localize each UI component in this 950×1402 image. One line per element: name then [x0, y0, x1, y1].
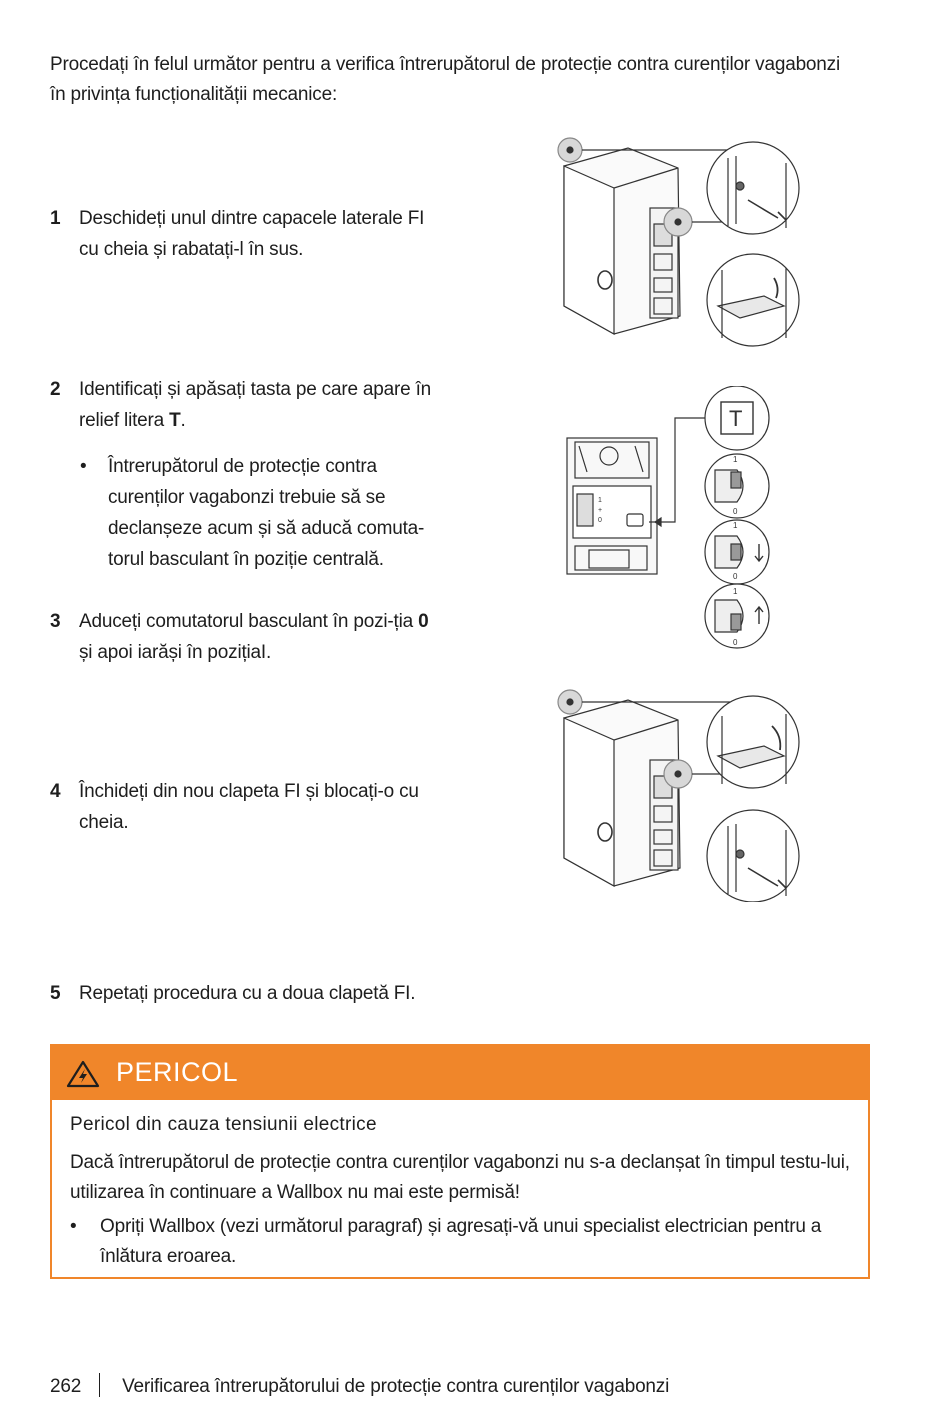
- bullet-dot: •: [70, 1216, 77, 1237]
- step-text: Închideți din nou clapeta FI și blocați-o cu cheia.: [79, 781, 419, 833]
- step-text: Aduceți comutatorul basculant în pozi-ția 0 și apoi iarăși în pozițiaI.: [79, 611, 429, 663]
- svg-text:1: 1: [733, 455, 738, 464]
- open-cover-illustration: [550, 128, 810, 350]
- position-zero: 0: [418, 611, 429, 632]
- step-text: Identificați și apăsați tasta pe care apare în relief litera T.: [79, 379, 432, 431]
- switch-pos-1-label: 1: [598, 497, 602, 504]
- step-number: 5: [50, 983, 61, 1004]
- danger-title: PERICOL: [116, 1057, 239, 1087]
- close-cover-illustration: [550, 680, 810, 902]
- step-4: [50, 776, 440, 838]
- step-2-bullet: [80, 451, 440, 575]
- danger-bullet-text: Opriți Wallbox (vezi următorul paragraf) și agresați-vă unui specialist electrician pentru a înlătura eroarea.: [100, 1216, 822, 1267]
- high-voltage-warning-icon: [66, 1060, 100, 1088]
- danger-warning-box: [50, 1044, 870, 1279]
- step-number: 4: [50, 781, 61, 802]
- danger-body-text: Dacă întrerupătorul de protecție contra curenților vagabonzi nu s-a declanșat în timpul testu-lui, utilizarea în continuare a Wallbox nu mai este permisă!: [70, 1152, 850, 1203]
- bullet-dot: •: [80, 456, 87, 477]
- switch-mid-label: +: [598, 507, 603, 514]
- page-number: 262: [50, 1376, 82, 1397]
- step-2: [50, 374, 440, 436]
- page-footer: [50, 1373, 669, 1398]
- svg-text:0: 0: [733, 507, 738, 516]
- svg-text:0: 0: [733, 638, 738, 647]
- step-number: 1: [50, 208, 61, 229]
- rocker-position-mid: [705, 520, 769, 584]
- step-3: [50, 606, 440, 668]
- switch-pos-0-label: 0: [598, 517, 602, 524]
- danger-bullet: [70, 1212, 850, 1272]
- bullet-text: Întrerupătorul de protecție contra curenților vagabonzi trebuie să se declanșeze acum și să aducă comuta-torul basculant în poziție centrală.: [108, 456, 425, 570]
- test-button-letter: T: [729, 406, 743, 431]
- step-5: [50, 978, 440, 1009]
- svg-text:1: 1: [733, 587, 738, 596]
- test-button-illustration: [565, 386, 775, 650]
- step-text: Deschideți unul dintre capacele laterale FI cu cheia și rabatați-l în sus.: [79, 208, 425, 260]
- danger-subtitle: Pericol din cauza tensiunii electrice: [70, 1114, 377, 1135]
- step-1: [50, 203, 440, 265]
- step-number: 3: [50, 611, 61, 632]
- step-number: 2: [50, 379, 61, 400]
- step-text: Repetați procedura cu a doua clapetă FI.: [79, 983, 416, 1004]
- section-title: Verificarea întrerupătorului de protecție contra curenților vagabonzi: [122, 1376, 670, 1397]
- rocker-position-1: [705, 454, 769, 518]
- danger-header: [52, 1046, 868, 1100]
- svg-text:1: 1: [733, 521, 738, 530]
- button-letter: T: [169, 410, 181, 431]
- svg-text:0: 0: [733, 572, 738, 581]
- rocker-position-0: [705, 584, 769, 648]
- intro-paragraph: Procedați în felul următor pentru a verifica întrerupătorul de protecție contra curenților vagabonzi în privința funcționalității mecanice:: [50, 54, 840, 105]
- footer-divider: [99, 1373, 100, 1397]
